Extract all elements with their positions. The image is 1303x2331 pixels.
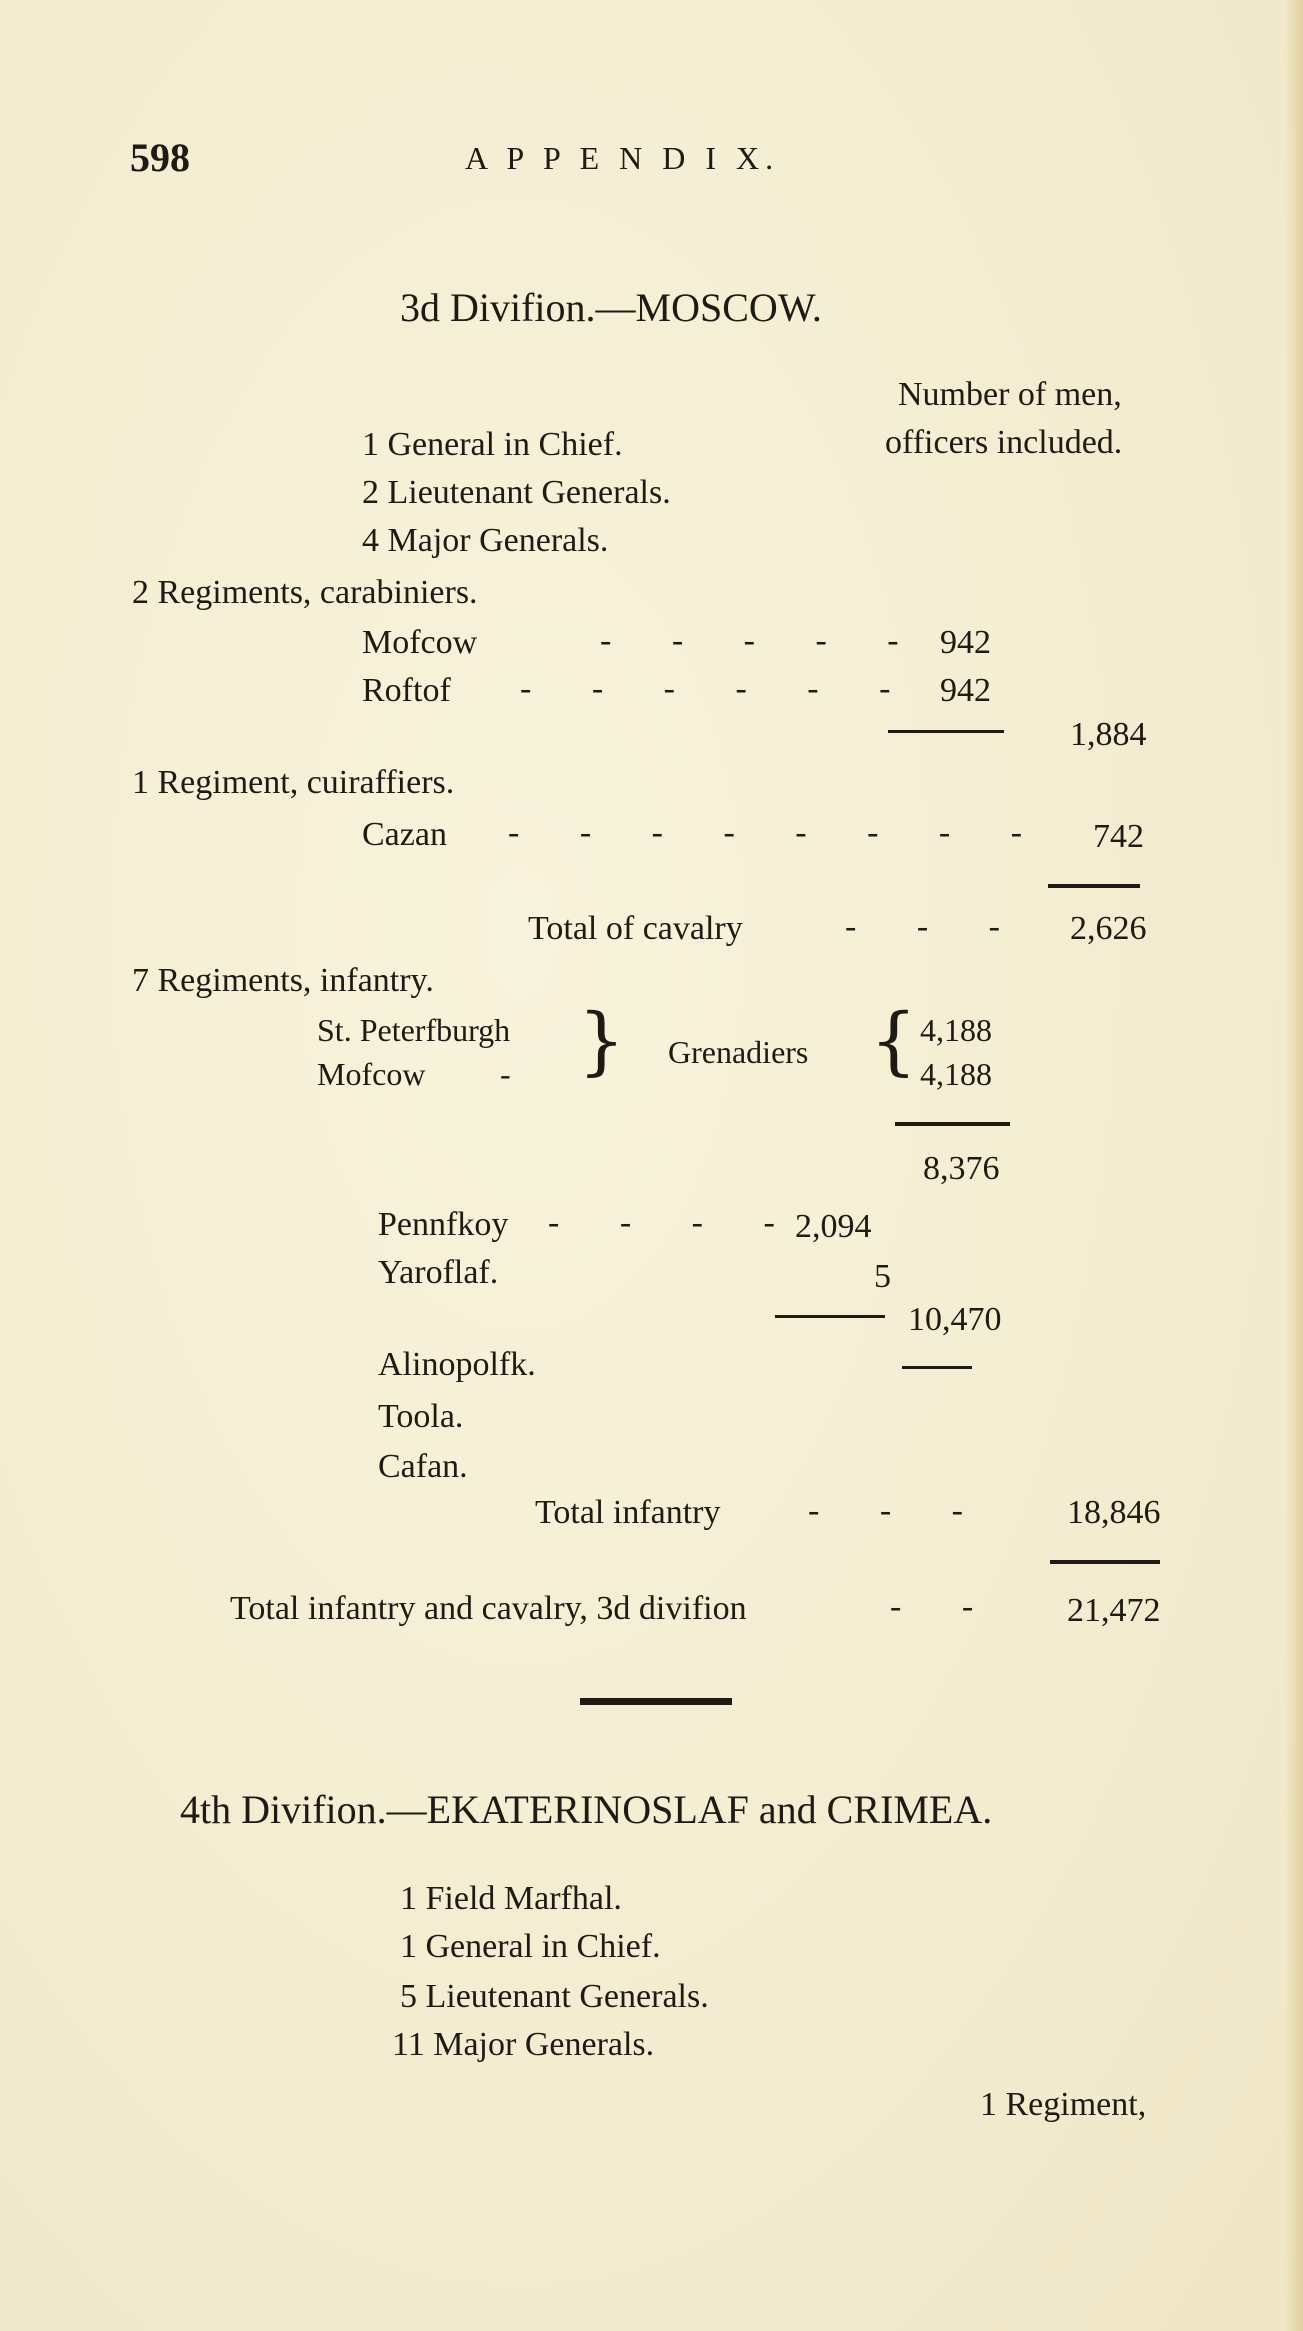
- staff-line: 5 Lieutenant Generals.: [400, 1978, 709, 2015]
- staff-line: 4 Major Generals.: [362, 522, 609, 559]
- staff-line: 1 General in Chief.: [400, 1928, 661, 1965]
- staff-line: 11 Major Generals.: [392, 2026, 655, 2063]
- division-heading: 4th Divifion.—EKATERINOSLAF and CRIMEA.: [180, 1787, 993, 1832]
- sum-rule: [1048, 884, 1140, 888]
- regiment-value: 2,094: [795, 1208, 872, 1245]
- sum-rule: [902, 1366, 972, 1369]
- regiment-name: Yaroflaf.: [378, 1254, 499, 1291]
- regiment-value: 942: [940, 624, 991, 661]
- regiment-value: 742: [1093, 818, 1144, 855]
- sum-rule: [888, 730, 1004, 733]
- leader-dashes: - - - - - - - -: [508, 814, 1049, 851]
- staff-line: 1 Field Marfhal.: [400, 1880, 622, 1917]
- regiment-name: Roftof: [362, 672, 451, 709]
- grand-total-label: Total infantry and cavalry, 3d divifion: [230, 1590, 747, 1627]
- regiment-group-title: 1 Regiment, cuiraffiers.: [132, 764, 455, 801]
- regiment-name: Cafan.: [378, 1448, 468, 1485]
- regiment-name: Pennfkoy: [378, 1206, 509, 1243]
- subtotal-value: 8,376: [923, 1150, 1000, 1187]
- regiment-group-title: 2 Regiments, carabiniers.: [132, 574, 478, 611]
- regiment-name: Toola.: [378, 1398, 464, 1435]
- staff-line: 2 Lieutenant Generals.: [362, 474, 671, 511]
- leader-dashes: -: [500, 1056, 511, 1092]
- sum-rule: [1050, 1560, 1160, 1564]
- total-infantry-value: 18,846: [1067, 1494, 1161, 1531]
- grenadiers-label: Grenadiers: [668, 1034, 809, 1070]
- leader-dashes: - -: [890, 1588, 1000, 1625]
- column-header-line2: officers included.: [885, 424, 1123, 461]
- right-brace: }: [578, 998, 626, 1084]
- grand-total-value: 21,472: [1067, 1592, 1161, 1629]
- regiment-name: Mofcow: [362, 624, 478, 661]
- regiment-value: 5: [874, 1258, 891, 1295]
- regiment-value: 4,188: [920, 1056, 992, 1092]
- regiment-group-title: 7 Regiments, infantry.: [132, 962, 434, 999]
- subtotal-value: 10,470: [908, 1301, 1002, 1338]
- leader-dashes: - - -: [808, 1492, 989, 1529]
- catchword: 1 Regiment,: [980, 2086, 1147, 2123]
- regiment-name: Alinopolfk.: [378, 1346, 536, 1383]
- running-title: A P P E N D I X.: [465, 140, 780, 176]
- column-header-line1: Number of men,: [898, 376, 1122, 413]
- section-divider: [580, 1698, 732, 1705]
- total-cavalry-value: 2,626: [1070, 910, 1147, 947]
- page-number: 598: [130, 135, 190, 180]
- left-brace: {: [870, 998, 918, 1084]
- division-heading: 3d Divifion.—MOSCOW.: [400, 285, 822, 330]
- staff-line: 1 General in Chief.: [362, 426, 623, 463]
- regiment-name: Cazan: [362, 816, 447, 853]
- regiment-value: 942: [940, 672, 991, 709]
- total-cavalry-label: Total of cavalry: [528, 910, 743, 947]
- total-infantry-label: Total infantry: [535, 1494, 721, 1531]
- regiment-name: St. Peterfburgh: [317, 1012, 511, 1048]
- subtotal-value: 1,884: [1070, 716, 1147, 753]
- regiment-name: Mofcow: [317, 1056, 426, 1092]
- leader-dashes: - - -: [845, 908, 1026, 945]
- leader-dashes: - - - - -: [600, 622, 925, 659]
- sum-rule: [895, 1122, 1010, 1126]
- page-edge-shading: [1285, 0, 1303, 2331]
- regiment-value: 4,188: [920, 1012, 992, 1048]
- sum-rule: [775, 1315, 885, 1318]
- leader-dashes: - - - -: [548, 1204, 801, 1241]
- leader-dashes: - - - - - -: [520, 670, 917, 707]
